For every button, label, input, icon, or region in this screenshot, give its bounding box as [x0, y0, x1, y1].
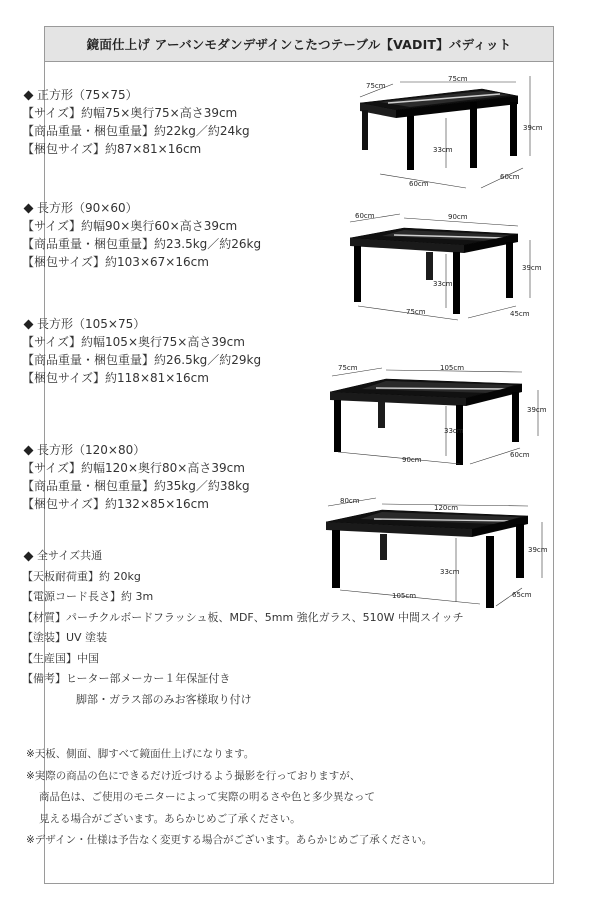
spec-heading: 長方形（105×75） — [22, 315, 261, 333]
dim-width: 105cm — [440, 364, 465, 372]
spec-package: 【梱包サイズ】約132×85×16cm — [22, 497, 209, 511]
dim-height: 39cm — [523, 124, 543, 132]
spec-weight: 【商品重量・梱包重量】約22kg／約24kg — [22, 124, 250, 138]
common-load: 【天板耐荷重】約 20kg — [22, 569, 141, 583]
dim-leg-front: 90cm — [402, 456, 422, 464]
dim-depth: 60cm — [355, 212, 375, 220]
note-line: ※デザイン・仕様は予告なく変更する場合がございます。あらかじめご了承ください。 — [26, 834, 433, 846]
dim-leg-side: 65cm — [512, 591, 532, 599]
spec-heading: 正方形（75×75） — [22, 86, 250, 104]
dim-depth: 75cm — [338, 364, 358, 372]
spec-size: 【サイズ】約幅90×奥行60×高さ39cm — [22, 219, 238, 233]
dim-height: 39cm — [522, 264, 542, 272]
spec-weight: 【商品重量・梱包重量】約35kg／約38kg — [22, 479, 250, 493]
dim-width: 120cm — [434, 504, 459, 512]
dim-inner: 33cm — [433, 280, 453, 288]
dim-height: 39cm — [528, 546, 548, 554]
common-remarks-cont: 脚部・ガラス部のみお客様取り付け — [76, 692, 252, 706]
common-origin: 【生産国】中国 — [22, 651, 99, 665]
common-heading: 全サイズ共通 — [22, 546, 464, 567]
table-diagram-90x60 — [338, 208, 550, 322]
diamond-bullet-icon — [24, 203, 34, 213]
dim-leg-side: 60cm — [510, 451, 530, 459]
spec-weight: 【商品重量・梱包重量】約23.5kg／約26kg — [22, 237, 262, 251]
common-paint: 【塗装】UV 塗装 — [22, 631, 108, 644]
spec-block-105x75 — [22, 315, 261, 387]
spec-block-120x80 — [22, 441, 250, 513]
dim-leg-front: 75cm — [406, 308, 426, 316]
spec-package: 【梱包サイズ】約103×67×16cm — [22, 255, 209, 269]
dim-width: 75cm — [448, 76, 468, 83]
spec-block-75x75 — [22, 86, 250, 158]
dim-height: 39cm — [527, 406, 547, 414]
spec-block-90x60 — [22, 199, 261, 271]
spec-size: 【サイズ】約幅120×奥行80×高さ39cm — [22, 461, 245, 475]
note-line: 商品色は、ご使用のモニターによって実際の明るさや色と多少異なって — [39, 791, 375, 803]
dim-depth: 80cm — [340, 497, 360, 505]
dim-leg-front: 105cm — [392, 592, 417, 600]
panel-title: 鏡面仕上げ アーバンモダンデザインこたつテーブル【VADIT】バディット — [45, 27, 553, 62]
dim-inner: 33cm — [440, 568, 460, 576]
table-diagram-105x75 — [326, 360, 552, 470]
diamond-bullet-icon — [24, 551, 34, 561]
dim-depth: 75cm — [366, 82, 386, 90]
dim-inner: 33cm — [444, 427, 464, 435]
spec-heading: 長方形（120×80） — [22, 441, 250, 459]
common-cord: 【電源コード長さ】約 3m — [22, 590, 154, 603]
note-line: ※実際の商品の色にできるだけ近づけるよう撮影を行っておりますが、 — [26, 769, 361, 782]
note-line: ※天板、側面、脚すべて鏡面仕上げになります。 — [26, 748, 255, 760]
table-diagram-120x80 — [322, 492, 552, 612]
diamond-bullet-icon — [24, 90, 34, 100]
notes — [26, 744, 432, 852]
dim-leg-side: 45cm — [510, 310, 530, 318]
common-material: 【材質】パーチクルボードフラッシュ板、MDF、5mm 強化ガラス、510W 中間スイッチ — [22, 610, 464, 624]
common-remarks: 【備考】ヒーター部メーカー１年保証付き — [22, 672, 231, 685]
dim-leg-front: 60cm — [409, 180, 429, 188]
spec-size: 【サイズ】約幅105×奥行75×高さ39cm — [22, 335, 245, 349]
spec-package: 【梱包サイズ】約87×81×16cm — [22, 142, 202, 156]
dim-inner: 33cm — [433, 146, 453, 154]
dim-width: 90cm — [448, 213, 468, 221]
diamond-bullet-icon — [24, 319, 34, 329]
table-diagram-75x75 — [340, 76, 550, 194]
note-line: 見える場合がございます。あらかじめご了承ください。 — [39, 812, 301, 825]
diamond-bullet-icon — [24, 445, 34, 455]
dim-leg-side: 60cm — [500, 173, 520, 181]
spec-weight: 【商品重量・梱包重量】約26.5kg／約29kg — [22, 353, 262, 367]
spec-package: 【梱包サイズ】約118×81×16cm — [22, 371, 209, 385]
spec-size: 【サイズ】約幅75×奥行75×高さ39cm — [22, 106, 238, 120]
spec-heading: 長方形（90×60） — [22, 199, 261, 217]
